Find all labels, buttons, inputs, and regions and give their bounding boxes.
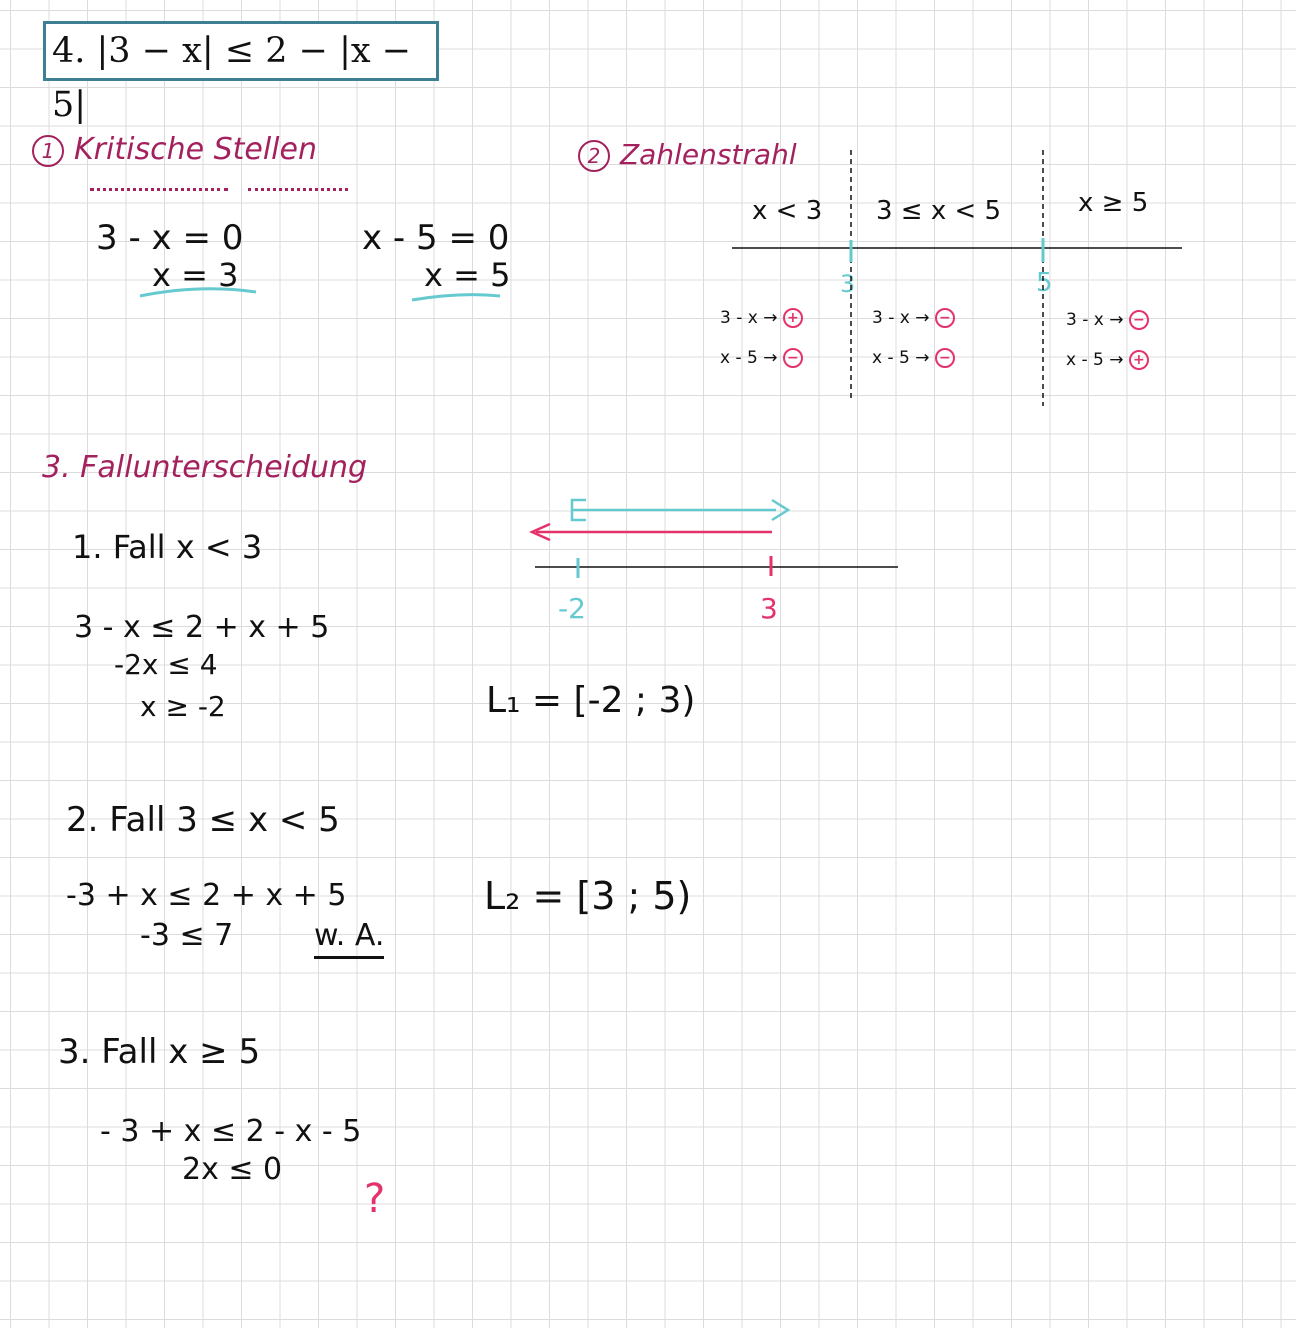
teal-underline-2 [412,295,500,300]
cell3-row1: 3 - x → [1066,310,1124,330]
eq1-line2: x = 3 [152,256,239,294]
case2-solution: L₂ = [3 ; 5) [484,874,692,918]
eq1-line1: 3 - x = 0 [96,218,244,258]
numberline-label-right: 3 [760,592,778,625]
case2-line2: -3 ≤ 7 [140,918,234,953]
numberline-label-left: -2 [558,592,586,625]
teal-underline-1 [140,289,256,296]
case3-line1: - 3 + x ≤ 2 - x - 5 [100,1114,362,1149]
step1-number: 1 [32,135,64,167]
case1-solution: L₁ = [-2 ; 3) [486,680,696,721]
cell3-sign1: − [1129,310,1149,330]
cell3-sign2: + [1129,350,1149,370]
interval-1: x < 3 [752,196,823,226]
case2-title: 2. Fall 3 ≤ x < 5 [66,800,340,840]
interval-3: x ≥ 5 [1078,188,1149,218]
step2-heading-text: Zahlenstrahl [620,138,797,171]
cell1-sign1: + [783,308,803,328]
case1-line1: 3 - x ≤ 2 + x + 5 [74,610,330,645]
case1-line2: -2x ≤ 4 [114,648,218,681]
case2-note: w. A. [314,916,384,959]
cell1-row2: x - 5 → [720,348,778,368]
teal-interval-bracket [572,500,776,520]
cell1-sign2: − [783,348,803,368]
case3-line2: 2x ≤ 0 [182,1152,283,1187]
cell1-row1: 3 - x → [720,308,778,328]
eq2-line1: x - 5 = 0 [362,218,510,258]
tick-label-3: 3 [840,270,856,298]
case3-mark: ? [364,1176,386,1222]
cell2-sign1: − [935,308,955,328]
case2-line1: -3 + x ≤ 2 + x + 5 [66,878,347,913]
step2-number: 2 [578,140,610,172]
tick-label-5: 5 [1036,268,1053,298]
cell2-row1: 3 - x → [872,308,930,328]
step1-heading-text: Kritische Stellen [74,132,317,167]
cell3-row2: x - 5 → [1066,350,1124,370]
step3-heading: 3. Fallunterscheidung [42,450,368,485]
cell2-sign2: − [935,348,955,368]
cell2-row2: x - 5 → [872,348,930,368]
case1-line3: x ≥ -2 [140,690,226,723]
interval-2: 3 ≤ x < 5 [876,196,1002,226]
problem-label: 4. |3 − x| ≤ 2 − |x − 5| [52,31,412,125]
case3-title: 3. Fall x ≥ 5 [58,1032,261,1072]
case1-title: 1. Fall x < 3 [72,528,263,566]
eq2-line2: x = 5 [424,256,511,294]
